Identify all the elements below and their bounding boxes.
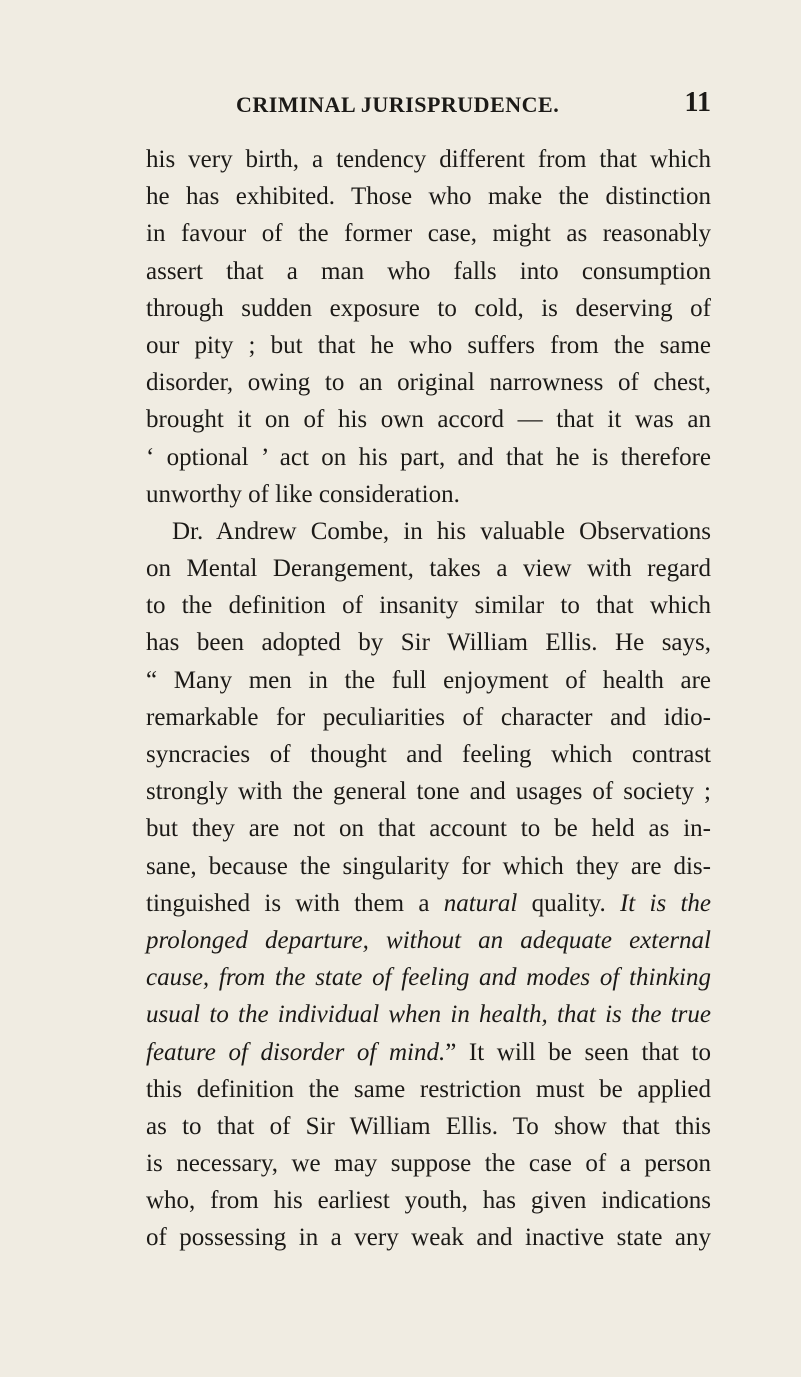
text-line: through sudden exposure to cold, is deserving of <box>146 294 711 322</box>
running-title: CRIMINAL JURISPRUDENCE. <box>236 92 560 117</box>
text-run: tinguished is with them a <box>146 889 444 917</box>
paragraph-end-line: unworthy of like consideration. <box>146 480 460 508</box>
page-number: 11 <box>684 87 711 118</box>
italic-line: usual to the individual when in health, that is the true <box>146 1001 711 1029</box>
italic-run: feature of disorder of mind. <box>146 1038 446 1066</box>
text-line: disorder, owing to an original narrowness of chest, <box>146 369 711 397</box>
text-line: syncracies of thought and feeling which contrast <box>146 741 711 768</box>
running-head <box>146 86 711 126</box>
mixed-line <box>146 885 711 922</box>
body-text <box>146 141 711 1257</box>
text-line: but they are not on that account to be held as in- <box>146 815 711 843</box>
text-line: brought it on of his own accord — that it was an <box>146 406 711 434</box>
text-line: as to that of Sir William Ellis. To show that this <box>146 1112 711 1140</box>
text-line: sane, because the singularity for which they are dis- <box>146 852 711 880</box>
italic-line: cause, from the state of feeling and modes of thinking <box>146 964 711 992</box>
paragraph-start-line: Dr. Andrew Combe, in his valuable Observations <box>172 517 711 545</box>
text-line: remarkable for peculiarities of character and idio- <box>146 703 711 731</box>
text-line: has been adopted by Sir William Ellis. He says, <box>146 629 711 657</box>
text-line: his very birth, a tendency different from that which <box>146 146 711 173</box>
text-line: is necessary, we may suppose the case of a person <box>146 1150 711 1178</box>
text-line: in favour of the former case, might as reasonably <box>146 220 711 248</box>
mixed-line <box>146 1034 711 1071</box>
text-line: “ Many men in the full enjoyment of health are <box>146 666 711 694</box>
text-line: he has exhibited. Those who make the distinction <box>146 183 711 211</box>
text-line: on Mental Derangement, takes a view with regard <box>146 555 711 583</box>
text-line: ‘ optional ’ act on his part, and that he is therefore <box>146 443 711 471</box>
text-line: to the definition of insanity similar to that which <box>146 592 711 620</box>
italic-line: prolonged departure, without an adequate external <box>146 926 711 954</box>
text-line: who, from his earliest youth, has given indications <box>146 1187 711 1215</box>
italic-run: It is the <box>619 889 711 917</box>
italic-run: natural <box>443 889 518 917</box>
text-line: of possessing in a very weak and inactive state any <box>146 1224 711 1252</box>
text-line: this definition the same restriction must be applied <box>146 1075 711 1103</box>
text-line: our pity ; but that he who suffers from the same <box>146 331 711 359</box>
text-line: assert that a man who falls into consumption <box>146 257 711 285</box>
text-line: strongly with the general tone and usages of society ; <box>146 778 711 806</box>
text-run: ” It will be seen that to <box>445 1038 712 1066</box>
text-run: quality. <box>517 889 620 917</box>
